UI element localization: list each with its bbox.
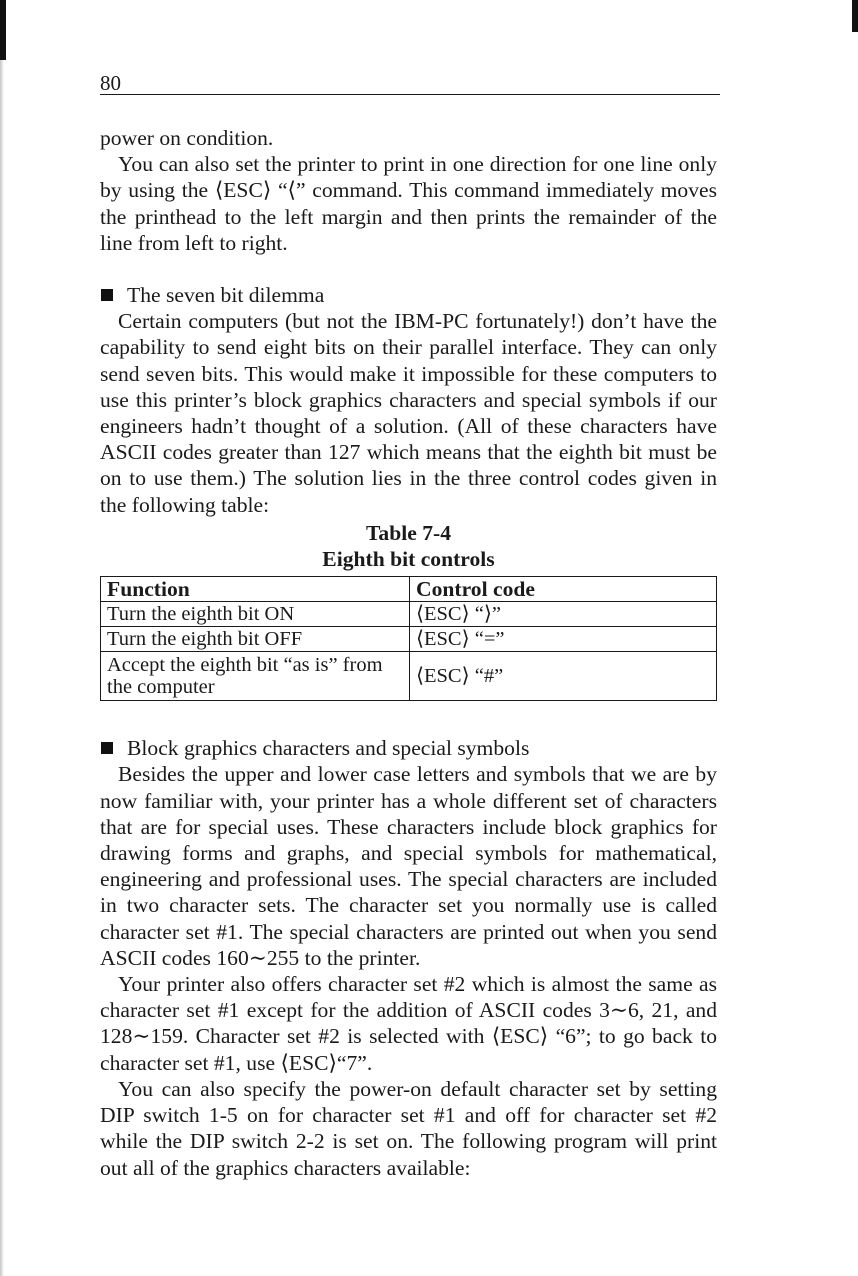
- table-cell-function: Accept the eighth bit “as is” from the computer: [101, 652, 410, 701]
- table-header-row: [101, 577, 717, 602]
- page-edge-shadow: [0, 0, 4, 1276]
- eighth-bit-controls-table: [100, 576, 717, 701]
- paragraph: Besides the upper and lower case letters and symbols that we are by now familiar with, your printer has a whole different set of characters that are for special uses. These characters include block graphics for drawing forms and graphs, and special symbols for mathematical, engineering and professional uses. The special characters are included in two character sets. The character set you normally use is called character set #1. The special characters are printed out when you send ASCII codes 160∼255 to the printer.: [100, 762, 717, 970]
- section-heading-text: Block graphics characters and special symbols: [127, 736, 530, 761]
- table-row: [101, 602, 717, 627]
- square-bullet-icon: [101, 289, 113, 301]
- table-cell-function: Turn the eighth bit ON: [101, 602, 410, 627]
- paragraph: power on condition.: [100, 126, 274, 150]
- table-header-control-code: Control code: [410, 577, 717, 602]
- page-number: 80: [100, 71, 121, 95]
- table-cell-code: ⟨ESC⟩ “⟩”: [410, 602, 717, 627]
- table-subtitle: Eighth bit controls: [322, 547, 495, 572]
- table-header-function: Function: [101, 577, 410, 602]
- paragraph: Your printer also offers character set #2 which is almost the same as character set #1 except for the addition of ASCII codes 3∼6, 21, and 128∼159. Character set #2 is selected with ⟨ESC⟩ “6”; to go back to character set #1, use ⟨ESC⟩“7”.: [100, 972, 717, 1075]
- table-title: Table 7-4: [366, 520, 451, 545]
- paragraph: You can also specify the power-on default character set by setting DIP switch 1-5 on for character set #1 and off for character set #2 while the DIP switch 2-2 is set on. The following program will print out all of the graphics characters available:: [100, 1076, 717, 1180]
- paragraph: You can also set the printer to print in one direction for one line only by using the ⟨ESC⟩ “⟨” command. This command immediately moves the printhead to the left margin and then prints the remainder of the line from left to right.: [100, 152, 717, 255]
- table-row: [101, 652, 717, 701]
- section-heading-seven-bit: [100, 282, 717, 308]
- scan-mark-right: [852, 0, 858, 32]
- section-heading-block-graphics: [100, 735, 717, 761]
- table-row: [101, 627, 717, 652]
- table-cell-code: ⟨ESC⟩ “#”: [410, 652, 717, 701]
- header-rule: [100, 94, 720, 95]
- page-content: [100, 125, 717, 1181]
- square-bullet-icon: [101, 742, 113, 754]
- table-cell-function: Turn the eighth bit OFF: [101, 627, 410, 652]
- table-cell-code: ⟨ESC⟩ “=”: [410, 627, 717, 652]
- section-heading-text: The seven bit dilemma: [127, 283, 325, 308]
- paragraph: Certain computers (but not the IBM-PC fortunately!) don’t have the capability to send eight bits on their parallel interface. They can only send seven bits. This would make it impossible for these computers to use this printer’s block graphics characters and special symbols if our engineers hadn’t thought of a solution. (All of these characters have ASCII codes greater than 127 which means that the eighth bit must be on to use them.) The solution lies in the three control codes given in the following table:: [100, 309, 717, 517]
- scan-mark-left: [0, 0, 6, 60]
